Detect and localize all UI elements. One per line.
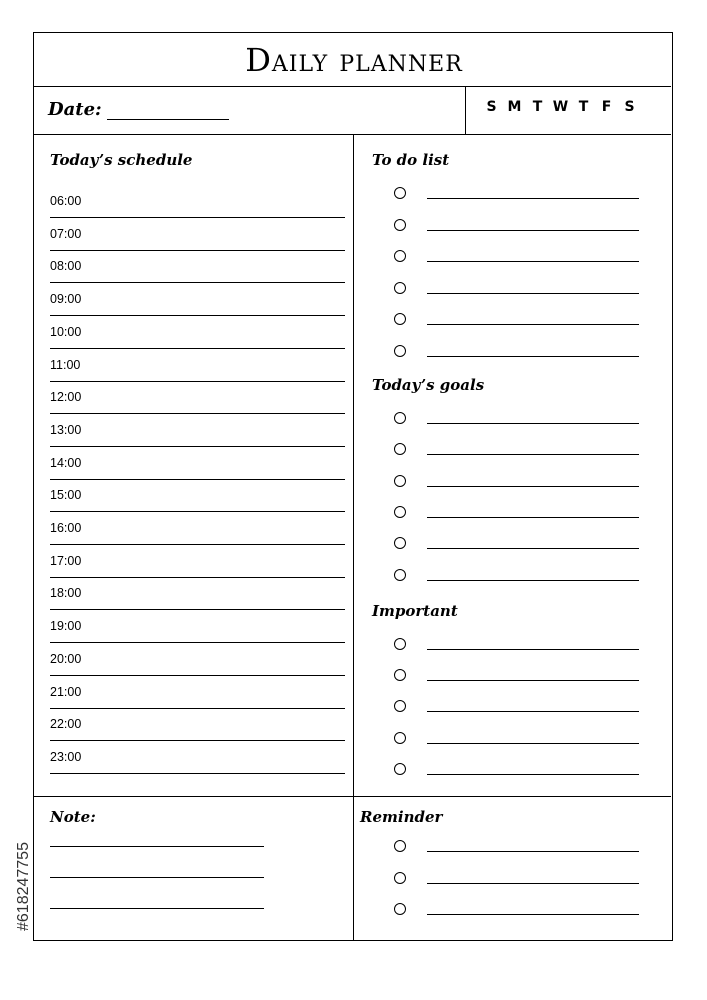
weekday-wednesday[interactable]: W <box>552 99 569 115</box>
important-item[interactable] <box>394 761 642 781</box>
todo-line[interactable] <box>427 230 639 231</box>
checkbox-circle-icon[interactable] <box>394 313 406 325</box>
page-title: Daily planner <box>245 41 463 79</box>
schedule-time: 13:00 <box>50 422 82 437</box>
reminder-line[interactable] <box>427 914 639 915</box>
schedule-row[interactable] <box>50 586 345 612</box>
checkbox-circle-icon[interactable] <box>394 840 406 852</box>
todo-line[interactable] <box>427 261 639 262</box>
checkbox-circle-icon[interactable] <box>394 638 406 650</box>
checkbox-circle-icon[interactable] <box>394 187 406 199</box>
schedule-row[interactable] <box>50 521 345 547</box>
checkbox-circle-icon[interactable] <box>394 669 406 681</box>
schedule-row[interactable] <box>50 652 345 678</box>
stock-id-watermark <box>0 765 45 965</box>
schedule-line <box>50 642 345 643</box>
todo-item[interactable] <box>394 248 642 268</box>
reminder-item[interactable] <box>394 870 642 890</box>
checkbox-circle-icon[interactable] <box>394 506 406 518</box>
note-line[interactable] <box>50 846 264 847</box>
checkbox-circle-icon[interactable] <box>394 282 406 294</box>
todo-item[interactable] <box>394 343 642 363</box>
important-line[interactable] <box>427 774 639 775</box>
goal-line[interactable] <box>427 580 639 581</box>
goal-item[interactable] <box>394 504 642 524</box>
goal-item[interactable] <box>394 473 642 493</box>
important-item[interactable] <box>394 636 642 656</box>
schedule-line <box>50 544 345 545</box>
schedule-line <box>50 609 345 610</box>
schedule-row[interactable] <box>50 194 345 220</box>
schedule-row[interactable] <box>50 750 345 776</box>
checkbox-circle-icon[interactable] <box>394 219 406 231</box>
note-line[interactable] <box>50 908 264 909</box>
checkbox-circle-icon[interactable] <box>394 412 406 424</box>
goal-item[interactable] <box>394 567 642 587</box>
todo-line[interactable] <box>427 198 639 199</box>
reminder-line[interactable] <box>427 883 639 884</box>
todo-item[interactable] <box>394 217 642 237</box>
date-weekday-divider <box>465 86 466 134</box>
important-line[interactable] <box>427 743 639 744</box>
schedule-line <box>50 740 345 741</box>
important-item[interactable] <box>394 730 642 750</box>
weekday-tuesday[interactable]: T <box>532 99 543 115</box>
watermark-text: #618247755 <box>15 842 32 931</box>
checkbox-circle-icon[interactable] <box>394 872 406 884</box>
schedule-row[interactable] <box>50 685 345 711</box>
schedule-line <box>50 217 345 218</box>
column-divider <box>353 134 354 940</box>
schedule-line <box>50 479 345 480</box>
important-label: Important <box>372 602 458 620</box>
schedule-line <box>50 381 345 382</box>
reminder-item[interactable] <box>394 901 642 921</box>
reminder-label: Reminder <box>360 808 443 826</box>
schedule-row[interactable] <box>50 488 345 514</box>
planner-frame <box>33 32 673 941</box>
schedule-line <box>50 250 345 251</box>
schedule-time: 12:00 <box>50 390 82 405</box>
schedule-time: 22:00 <box>50 717 82 732</box>
schedule-row[interactable] <box>50 390 345 416</box>
schedule-time: 21:00 <box>50 684 82 699</box>
schedule-time: 17:00 <box>50 553 82 568</box>
checkbox-circle-icon[interactable] <box>394 537 406 549</box>
schedule-time: 09:00 <box>50 292 82 307</box>
checkbox-circle-icon[interactable] <box>394 443 406 455</box>
schedule-row[interactable] <box>50 259 345 285</box>
bottom-section-divider <box>34 796 671 797</box>
date-field[interactable] <box>107 119 229 120</box>
schedule-line <box>50 446 345 447</box>
schedule-line <box>50 773 345 774</box>
schedule-time: 14:00 <box>50 455 82 470</box>
schedule-line <box>50 315 345 316</box>
schedule-row[interactable] <box>50 456 345 482</box>
title-divider <box>34 86 671 87</box>
weekday-friday[interactable]: F <box>601 99 612 115</box>
goal-item[interactable] <box>394 441 642 461</box>
schedule-time: 11:00 <box>50 357 81 372</box>
schedule-line <box>50 282 345 283</box>
schedule-line <box>50 348 345 349</box>
checkbox-circle-icon[interactable] <box>394 345 406 357</box>
schedule-time: 19:00 <box>50 619 82 634</box>
checkbox-circle-icon[interactable] <box>394 903 406 915</box>
schedule-row[interactable] <box>50 619 345 645</box>
goal-item[interactable] <box>394 535 642 555</box>
schedule-row[interactable] <box>50 423 345 449</box>
goal-item[interactable] <box>394 410 642 430</box>
schedule-time: 20:00 <box>50 651 82 666</box>
weekday-monday[interactable]: M <box>507 99 522 115</box>
weekday-selector <box>480 99 641 115</box>
schedule-time: 10:00 <box>50 324 82 339</box>
todo-item[interactable] <box>394 280 642 300</box>
schedule-time: 15:00 <box>50 488 82 503</box>
schedule-time: 23:00 <box>50 749 82 764</box>
weekday-sunday[interactable]: S <box>486 99 497 115</box>
checkbox-circle-icon[interactable] <box>394 569 406 581</box>
goals-label: Today’s goals <box>372 376 485 394</box>
schedule-label: Today’s schedule <box>50 151 193 169</box>
note-line[interactable] <box>50 877 264 878</box>
important-item[interactable] <box>394 667 642 687</box>
schedule-time: 06:00 <box>50 194 82 208</box>
reminder-line[interactable] <box>427 851 639 852</box>
todo-line[interactable] <box>427 356 639 357</box>
schedule-row[interactable] <box>50 227 345 253</box>
schedule-row[interactable] <box>50 554 345 580</box>
schedule-row[interactable] <box>50 292 345 318</box>
goal-line[interactable] <box>427 423 639 424</box>
todo-item[interactable] <box>394 185 642 205</box>
schedule-time: 07:00 <box>50 226 82 241</box>
weekday-thursday[interactable]: T <box>578 99 589 115</box>
important-line[interactable] <box>427 711 639 712</box>
checkbox-circle-icon[interactable] <box>394 732 406 744</box>
weekday-saturday[interactable]: S <box>624 99 635 115</box>
schedule-time: 18:00 <box>50 586 82 601</box>
schedule-line <box>50 413 345 414</box>
checkbox-circle-icon[interactable] <box>394 763 406 775</box>
reminder-item[interactable] <box>394 838 642 858</box>
schedule-line <box>50 577 345 578</box>
todo-line[interactable] <box>427 293 639 294</box>
schedule-row[interactable] <box>50 717 345 743</box>
date-label: Date: <box>48 99 102 120</box>
schedule-time: 16:00 <box>50 521 82 535</box>
todo-label: To do list <box>372 151 450 169</box>
schedule-row[interactable] <box>50 325 345 351</box>
important-item[interactable] <box>394 698 642 718</box>
goal-line[interactable] <box>427 517 639 518</box>
goal-line[interactable] <box>427 486 639 487</box>
goal-line[interactable] <box>427 454 639 455</box>
checkbox-circle-icon[interactable] <box>394 475 406 487</box>
checkbox-circle-icon[interactable] <box>394 250 406 262</box>
schedule-row[interactable] <box>50 358 345 384</box>
todo-line[interactable] <box>427 324 639 325</box>
todo-item[interactable] <box>394 311 642 331</box>
schedule-line <box>50 675 345 676</box>
schedule-time: 08:00 <box>50 259 82 274</box>
checkbox-circle-icon[interactable] <box>394 700 406 712</box>
important-line[interactable] <box>427 649 639 650</box>
goal-line[interactable] <box>427 548 639 549</box>
note-label: Note: <box>50 808 96 826</box>
schedule-line <box>50 708 345 709</box>
important-line[interactable] <box>427 680 639 681</box>
schedule-line <box>50 511 345 512</box>
